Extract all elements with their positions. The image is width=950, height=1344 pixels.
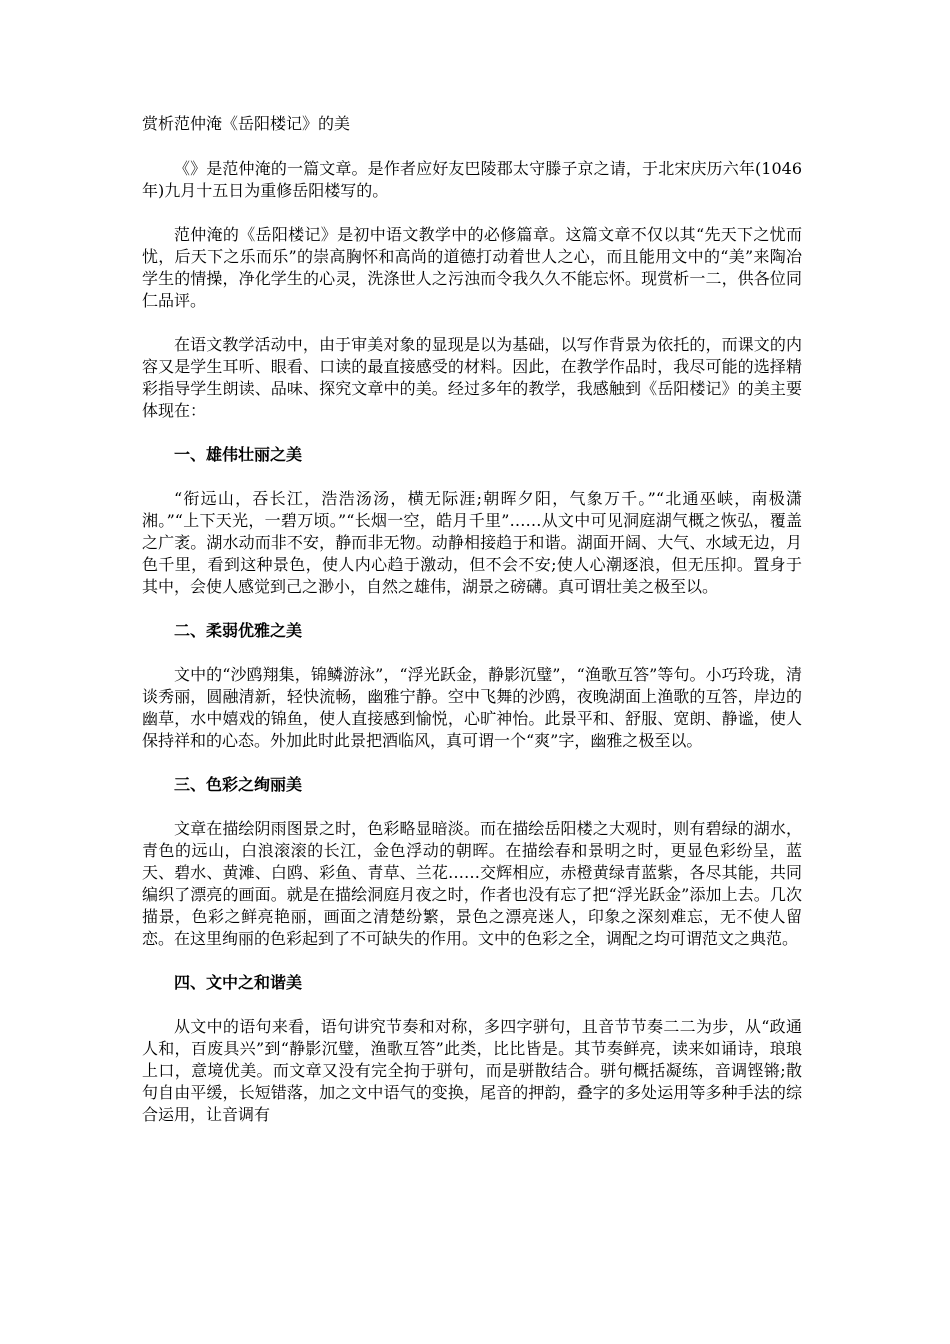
section-heading-4: 四、文中之和谐美 xyxy=(174,973,303,992)
section-text-2: 文中的“沙鸥翔集，锦鳞游泳”，“浮光跃金，静影沉璧”，“渔歌互答”等句。小巧玲珑，清谈秀丽，圆融清新，轻快流畅，幽雅宁静。空中飞舞的沙鸥，夜晚湖面上渔歌的互答，岸边的幽草，水中嬉戏的锦鱼，使人直接感到愉悦，心旷神怡。此景平和、舒服、宽朗、静谧，使人保持祥和的心态。外加此时此景把酒临风，真可谓一个“爽”字，幽雅之极至以。 xyxy=(142,665,802,750)
section-text-1: “衔远山，吞长江，浩浩汤汤，横无际涯;朝晖夕阳，气象万千。”“北通巫峡，南极潇湘。”“上下天光，一碧万顷。”“长烟一空，皓月千里”……从文中可见洞庭湖气概之恢弘，覆盖之广袤。湖水动而非不安，静而非无物。动静相接趋于和谐。湖面开阔、大气、水域无边，月色千里，看到这种景色，使人内心趋于激动，但不会不安;使人心潮逐浪，但无压抑。置身于其中，会使人感觉到己之渺小，自然之雄伟，湖景之磅礴。真可谓壮美之极至以。 xyxy=(142,489,802,596)
section-text-3: 文章在描绘阴雨图景之时，色彩略显暗淡。而在描绘岳阳楼之大观时，则有碧绿的湖水，青色的远山，白浪滚滚的长江，金色浮动的朝晖。在描绘春和景明之时，更显色彩纷呈，蓝天、碧水、黄滩、白鸥、彩鱼、青草、兰花……交辉相应，赤橙黄绿青蓝紫，各尽其能，共同编织了漂亮的画面。就是在描绘洞庭月夜之时，作者也没有忘了把“浮光跃金”添加上去。几次描景，色彩之鲜亮艳丽，画面之清楚纷繁，景色之漂亮迷人，印象之深刻难忘，无不使人留恋。在这里绚丽的色彩起到了不可缺失的作用。文中的色彩之全，调配之均可谓范文之典范。 xyxy=(142,819,802,948)
document-page xyxy=(142,112,802,1148)
section-heading-2: 二、柔弱优雅之美 xyxy=(174,621,303,640)
intro-paragraph-3: 在语文教学活动中，由于审美对象的显现是以为基础，以写作背景为依托的，而课文的内容又是学生耳听、眼看、口读的最直接感受的材料。因此，在教学作品时，我尽可能的选择精彩指导学生朗读、品味、探究文章中的美。经过多年的教学，我感触到《岳阳楼记》的美主要体现在： xyxy=(142,335,802,420)
intro-paragraph-1: 《》是范仲淹的一篇文章。是作者应好友巴陵郡太守滕子京之请，于北宋庆历六年(1046年)九月十五日为重修岳阳楼写的。 xyxy=(142,159,802,200)
section-heading-1: 一、雄伟壮丽之美 xyxy=(174,445,303,464)
intro-paragraph-2: 范仲淹的《岳阳楼记》是初中语文教学中的必修篇章。这篇文章不仅以其“先天下之忧而忧，后天下之乐而乐”的崇高胸怀和高尚的道德打动着世人之心，而且能用文中的“美”来陶冶学生的情操，净化学生的心灵，洗涤世人之污浊而令我久久不能忘怀。现赏析一二，供各位同仁品评。 xyxy=(142,225,802,310)
section-text-4: 从文中的语句来看，语句讲究节奏和对称，多四字骈句，且音节节奏二二为步，从“政通人和，百废具兴”到“静影沉璧，渔歌互答”此类，比比皆是。其节奏鲜亮，读来如诵诗，琅琅上口，意境优美。而文章又没有完全拘于骈句，而是骈散结合。骈句概括凝练，音调铿锵;散句自由平缓，长短错落，加之文中语气的变换，尾音的押韵，叠字的多处运用等多种手法的综合运用，让音调有 xyxy=(142,1017,802,1124)
section-heading-3: 三、色彩之绚丽美 xyxy=(174,775,303,794)
document-title: 赏析范仲淹《岳阳楼记》的美 xyxy=(142,114,351,133)
